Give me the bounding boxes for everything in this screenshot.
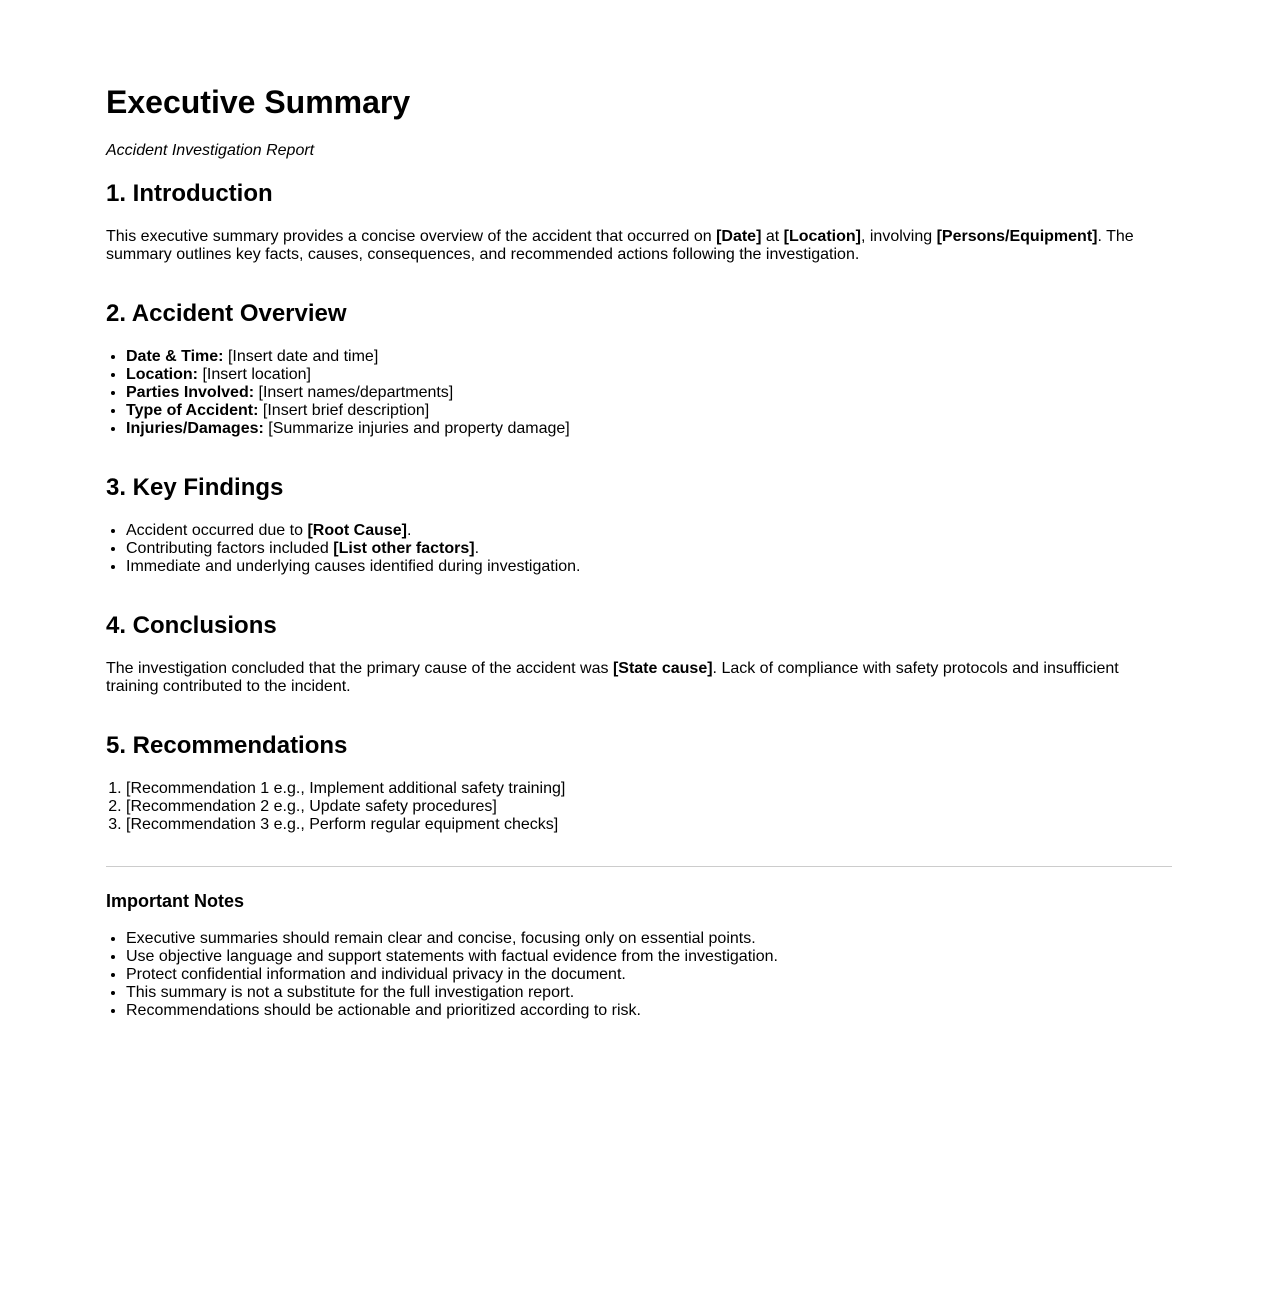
overview-value: [Insert location] — [198, 366, 311, 383]
overview-list — [106, 348, 1172, 438]
overview-value: [Insert names/departments] — [254, 384, 454, 401]
notes-heading: Important Notes — [106, 891, 245, 911]
note-item: • Recommendations should be actionable and prioritized according to risk. — [126, 1002, 1172, 1020]
conclusion-text-2: . Lack of compliance with safety protocols and insufficient training contributed to the incident. — [106, 660, 1119, 695]
other-factors-placeholder: [List other factors] — [333, 540, 475, 557]
document-page — [106, 0, 1172, 1020]
finding-text: . — [407, 522, 412, 539]
finding-text: . — [474, 540, 480, 557]
finding-item — [126, 540, 1172, 558]
intro-text-1: This executive summary provides a concise overview of the accident that occurred on — [106, 228, 717, 245]
note-item: • This summary is not a substitute for the full investigation report. — [126, 984, 1172, 1002]
notes-list — [106, 930, 1172, 1020]
introduction-paragraph — [106, 228, 1172, 264]
recommendation-item: 2. [Recommendation 2 e.g., Update safety procedures] — [126, 798, 1172, 816]
finding-text: Contributing factors included — [126, 540, 334, 557]
finding-item: • Immediate and underlying causes identified during investigation. — [126, 558, 1172, 576]
findings-heading: 3. Key Findings — [106, 474, 284, 501]
conclusions-heading: 4. Conclusions — [106, 612, 277, 639]
intro-date-placeholder: [Date] — [716, 228, 762, 245]
state-cause-placeholder: [State cause] — [612, 660, 713, 677]
recommendations-list — [106, 780, 1172, 834]
introduction-heading: 1. Introduction — [106, 180, 273, 207]
report-subtitle: Accident Investigation Report — [106, 142, 315, 159]
note-item: • Protect confidential information and individual privacy in the document. — [126, 966, 1172, 984]
overview-heading: 2. Accident Overview — [106, 300, 347, 327]
section-divider — [106, 866, 1172, 867]
recommendation-item: 1. [Recommendation 1 e.g., Implement additional safety training] — [126, 780, 1172, 798]
overview-label: Type of Accident: — [126, 402, 259, 419]
intro-text-3: , involving — [860, 228, 937, 245]
overview-label: Date & Time: — [126, 348, 224, 365]
root-cause-placeholder: [Root Cause] — [307, 522, 407, 539]
overview-value: [Summarize injuries and property damage] — [263, 420, 570, 437]
overview-label: Injuries/Damages: — [126, 420, 264, 437]
finding-item — [126, 522, 1172, 540]
conclusion-text-1: The investigation concluded that the primary cause of the accident was — [106, 660, 613, 677]
note-item: • Use objective language and support statements with factual evidence from the investigation. — [126, 948, 1172, 966]
recommendations-heading: 5. Recommendations — [106, 732, 348, 759]
findings-list — [106, 522, 1172, 576]
overview-value: [Insert brief description] — [258, 402, 430, 419]
overview-item-location — [126, 366, 1172, 384]
overview-item-injuries — [126, 420, 1172, 438]
recommendation-item: 3. [Recommendation 3 e.g., Perform regular equipment checks] — [126, 816, 1172, 834]
page-title: Executive Summary — [106, 84, 411, 120]
overview-item-type — [126, 402, 1172, 420]
overview-label: Parties Involved: — [126, 384, 255, 401]
note-item: • Executive summaries should remain clear and concise, focusing only on essential points. — [126, 930, 1172, 948]
finding-text: Accident occurred due to — [126, 522, 308, 539]
intro-text-2: at — [761, 228, 784, 245]
overview-item-date-time — [126, 348, 1172, 366]
overview-value: [Insert date and time] — [223, 348, 379, 365]
intro-persons-placeholder: [Persons/Equipment] — [936, 228, 1098, 245]
overview-item-parties — [126, 384, 1172, 402]
overview-label: Location: — [126, 366, 198, 383]
intro-location-placeholder: [Location] — [783, 228, 861, 245]
intro-text-4: . The summary outlines key facts, causes, consequences, and recommended actions following the investigation. — [106, 228, 1134, 263]
conclusions-paragraph — [106, 660, 1172, 696]
